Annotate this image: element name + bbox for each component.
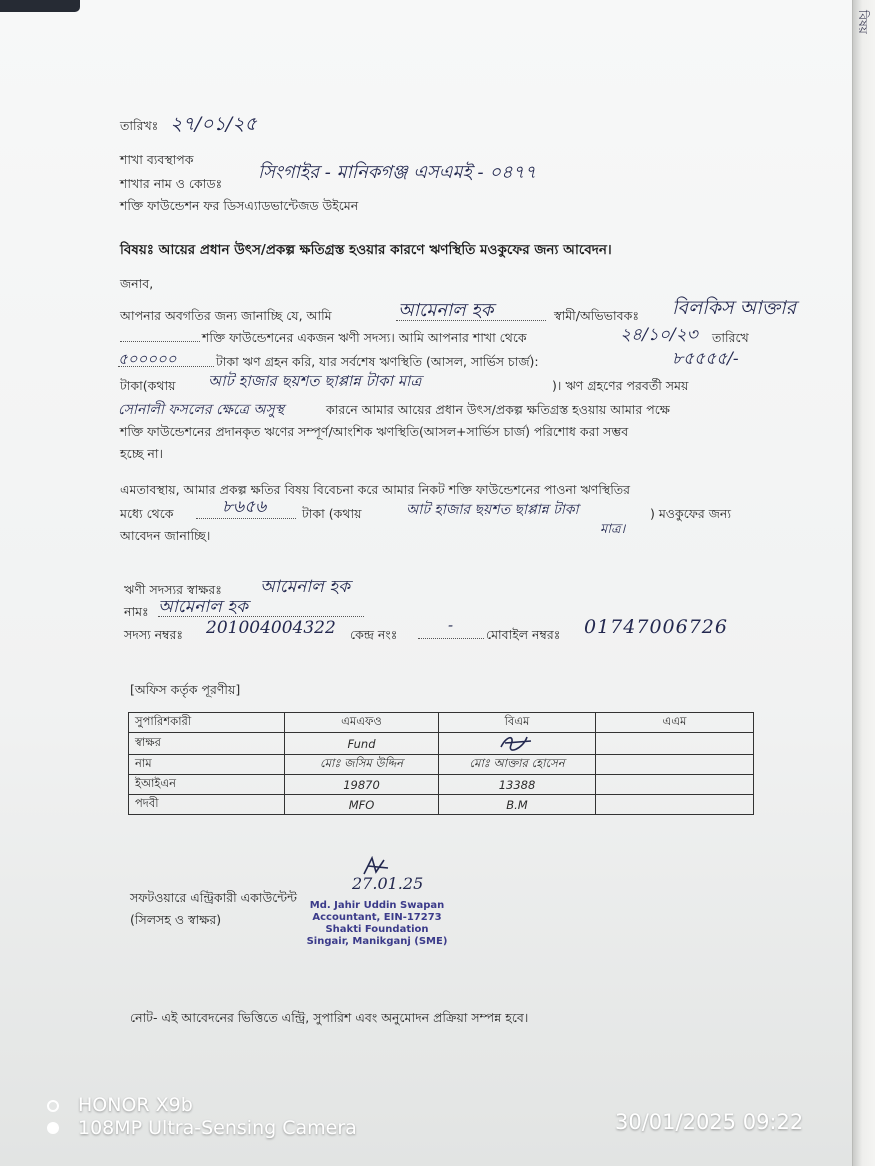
software-label: সফটওয়ারে এন্ট্রিকারী একাউন্টেন্ট — [130, 890, 297, 905]
table-row — [129, 775, 754, 795]
bm-name: মোঃ আক্তার হোসেন — [439, 755, 596, 775]
waive-words-handwritten: আট হাজার ছয়শত ছাপ্পান্ন টাকা — [406, 502, 579, 518]
member-no-label: সদস্য নম্বরঃ — [124, 627, 184, 642]
dotted-line — [196, 518, 296, 519]
p1-text-c: শক্তি ফাউন্ডেশনের একজন ঋণী সদস্য। আমি আপনার শাখা থেকে — [202, 330, 527, 345]
header-mfo: এমএফও — [285, 713, 439, 733]
dotted-line — [120, 341, 200, 342]
header-am: এএম — [596, 713, 754, 733]
member-no-handwritten: 201004004322 — [206, 618, 336, 638]
row-label: স্বাক্ষর — [129, 733, 285, 755]
amount-words-handwritten: আট হাজার ছয়শত ছাপ্পান্ন টাকা মাত্র — [208, 372, 422, 390]
header-recommender: সুপারিশকারী — [129, 713, 285, 733]
camera-timestamp: 30/01/2025 09:22 — [615, 1110, 804, 1134]
signature-label: ঋণী সদস্যর স্বাক্ষরঃ — [124, 582, 222, 597]
p1-text-j: হচ্ছে না। — [120, 446, 163, 461]
seal-line: Shakti Foundation — [325, 924, 429, 935]
p2-text-e: আবেদন জানাচ্ছি। — [120, 528, 211, 543]
p1-text-i: শক্তি ফাউন্ডেশনের প্রদানকৃত ঋণের সম্পূর্ণ/আংশিক ঋণস্থিতি(আসল+সার্ভিস চার্জ) পরিশোধ করা সম্ভব — [120, 424, 629, 439]
recipient-title: শাখা ব্যবস্থাপক — [120, 152, 194, 167]
guardian-handwritten: বিলকিস আক্তার — [672, 297, 797, 319]
mobile-label: মোবাইল নম্বরঃ — [486, 627, 561, 642]
org-name: শক্তি ফাউন্ডেশন ফর ডিসএ্যাডভান্টেজড উইমেন — [120, 198, 359, 213]
bm-ein: 13388 — [439, 775, 596, 795]
dotted-line — [418, 638, 484, 639]
camera-sensor: 108MP Ultra-Sensing Camera — [78, 1117, 357, 1139]
adjacent-page-text: বিষয় — [856, 10, 870, 34]
am-signature — [596, 733, 754, 755]
camera-model: HONOR X9b — [78, 1094, 193, 1116]
seal-line: Singair, Manikganj (SME) — [306, 936, 448, 947]
cause-handwritten: সোনালী ফসলের ক্ষেত্রে অসুস্থ — [118, 402, 285, 418]
date-label: তারিখঃ — [120, 118, 159, 133]
p1-text-h: কারনে আমার আয়ের প্রধান উৎস/প্রকল্প ক্ষতিগ্রস্ত হওয়ায় আমার পক্ষে — [326, 402, 670, 417]
mfo-signature: Fund — [285, 733, 439, 755]
table-row — [129, 755, 754, 775]
p1-text-f: টাকা(কথায় — [120, 378, 176, 393]
mfo-designation: MFO — [285, 795, 439, 815]
center-handwritten: - — [448, 616, 454, 634]
mfo-name: মোঃ জসিম উদ্দিন — [285, 755, 439, 775]
date-value: ২৭/০১/২৫ — [170, 113, 257, 135]
dotted-line — [118, 366, 214, 367]
p1-text-b: স্বামী/অভিভাবকঃ — [554, 308, 639, 323]
header-bm: বিএম — [439, 713, 596, 733]
applicant-name-handwritten: আমেনাল হক — [398, 300, 494, 321]
name-label: নামঃ — [124, 604, 149, 619]
p1-text-g: )। ঋণ গ্রহণের পরবর্তী সময় — [552, 378, 689, 393]
row-label: নাম — [129, 755, 285, 775]
stamp-date-handwritten: 27.01.25 — [352, 874, 424, 893]
seal-line: Md. Jahir Uddin Swapan — [309, 900, 445, 911]
table-row — [129, 795, 754, 815]
accountant-seal — [304, 900, 450, 948]
camera-dot-icon — [47, 1122, 59, 1134]
office-table — [128, 712, 754, 815]
p1-text-a: আপনার অবগতির জন্য জানাচ্ছি যে, আমি — [120, 308, 332, 323]
table-row — [129, 733, 754, 755]
p1-text-d: তারিখে — [712, 330, 749, 345]
waive-amount-handwritten: ৮৬৫৬ — [222, 497, 267, 517]
member-signature: আমেনাল হক — [260, 577, 351, 597]
camera-ring-icon — [47, 1100, 59, 1112]
bm-signature — [439, 733, 596, 755]
am-name — [596, 755, 754, 775]
mfo-ein: 19870 — [285, 775, 439, 795]
row-label: পদবী — [129, 795, 285, 815]
dotted-line — [158, 616, 364, 617]
software-sublabel: (সিলসহ ও স্বাক্ষর) — [130, 912, 222, 927]
branch-label: শাখার নাম ও কোডঃ — [120, 176, 223, 191]
p1-text-e: টাকা ঋণ গ্রহন করি, যার সর্বশেষ ঋণস্থিতি (আসল, সার্ভিস চার্জ): — [216, 354, 539, 369]
mobile-handwritten: 01747006726 — [584, 616, 728, 638]
footer-note: নোট- এই আবেদনের ভিত্তিতে এন্ট্রি, সুপারিশ এবং অনুমোদন প্রক্রিয়া সম্পন্ন হবে। — [130, 1010, 529, 1025]
salutation: জনাব, — [120, 276, 154, 291]
row-label: ইআইএন — [129, 775, 285, 795]
outstanding-handwritten: ৮৫৫৫৫/- — [672, 349, 739, 369]
loan-amount-handwritten: ৫০০০০০ — [118, 350, 177, 368]
loan-date-handwritten: ২৪/১০/২৩ — [620, 325, 698, 345]
signature-scribble-icon — [497, 733, 537, 751]
p2-text-d: ) মওকুফের জন্য — [650, 506, 732, 521]
seal-line: Accountant, EIN-17273 — [312, 912, 442, 923]
corner-shadow — [0, 0, 80, 12]
table-header-row — [129, 713, 754, 733]
am-designation — [596, 795, 754, 815]
branch-value: সিংগাইর - মানিকগঞ্জ এসএমই - ০৪৭৭ — [258, 162, 537, 183]
office-heading: [অফিস কর্তৃক পূরণীয়] — [130, 682, 241, 697]
adjacent-page-edge — [852, 0, 875, 1166]
bm-designation: B.M — [439, 795, 596, 815]
p2-text-b: মধ্যে থেকে — [120, 506, 174, 521]
p2-text-a: এমতাবস্থায়, আমার প্রকল্প ক্ষতির বিষয় বিবেচনা করে আমার নিকট শক্তি ফাউন্ডেশনের পাওনা ঋণস্থিতির — [120, 482, 631, 497]
subject-line: বিষয়ঃ আয়ের প্রধান উৎস/প্রকল্প ক্ষতিগ্রস্ত হওয়ার কারণে ঋণস্থিতি মওকুফের জন্য আবেদন। — [120, 242, 612, 258]
center-label: কেন্দ্র নংঃ — [350, 627, 398, 642]
member-name-handwritten: আমেনাল হক — [158, 597, 249, 617]
waive-words-handwritten-2: মাত্র। — [600, 522, 626, 537]
p2-text-c: টাকা (কথায় — [302, 506, 362, 521]
dotted-line — [396, 320, 546, 321]
am-ein — [596, 775, 754, 795]
